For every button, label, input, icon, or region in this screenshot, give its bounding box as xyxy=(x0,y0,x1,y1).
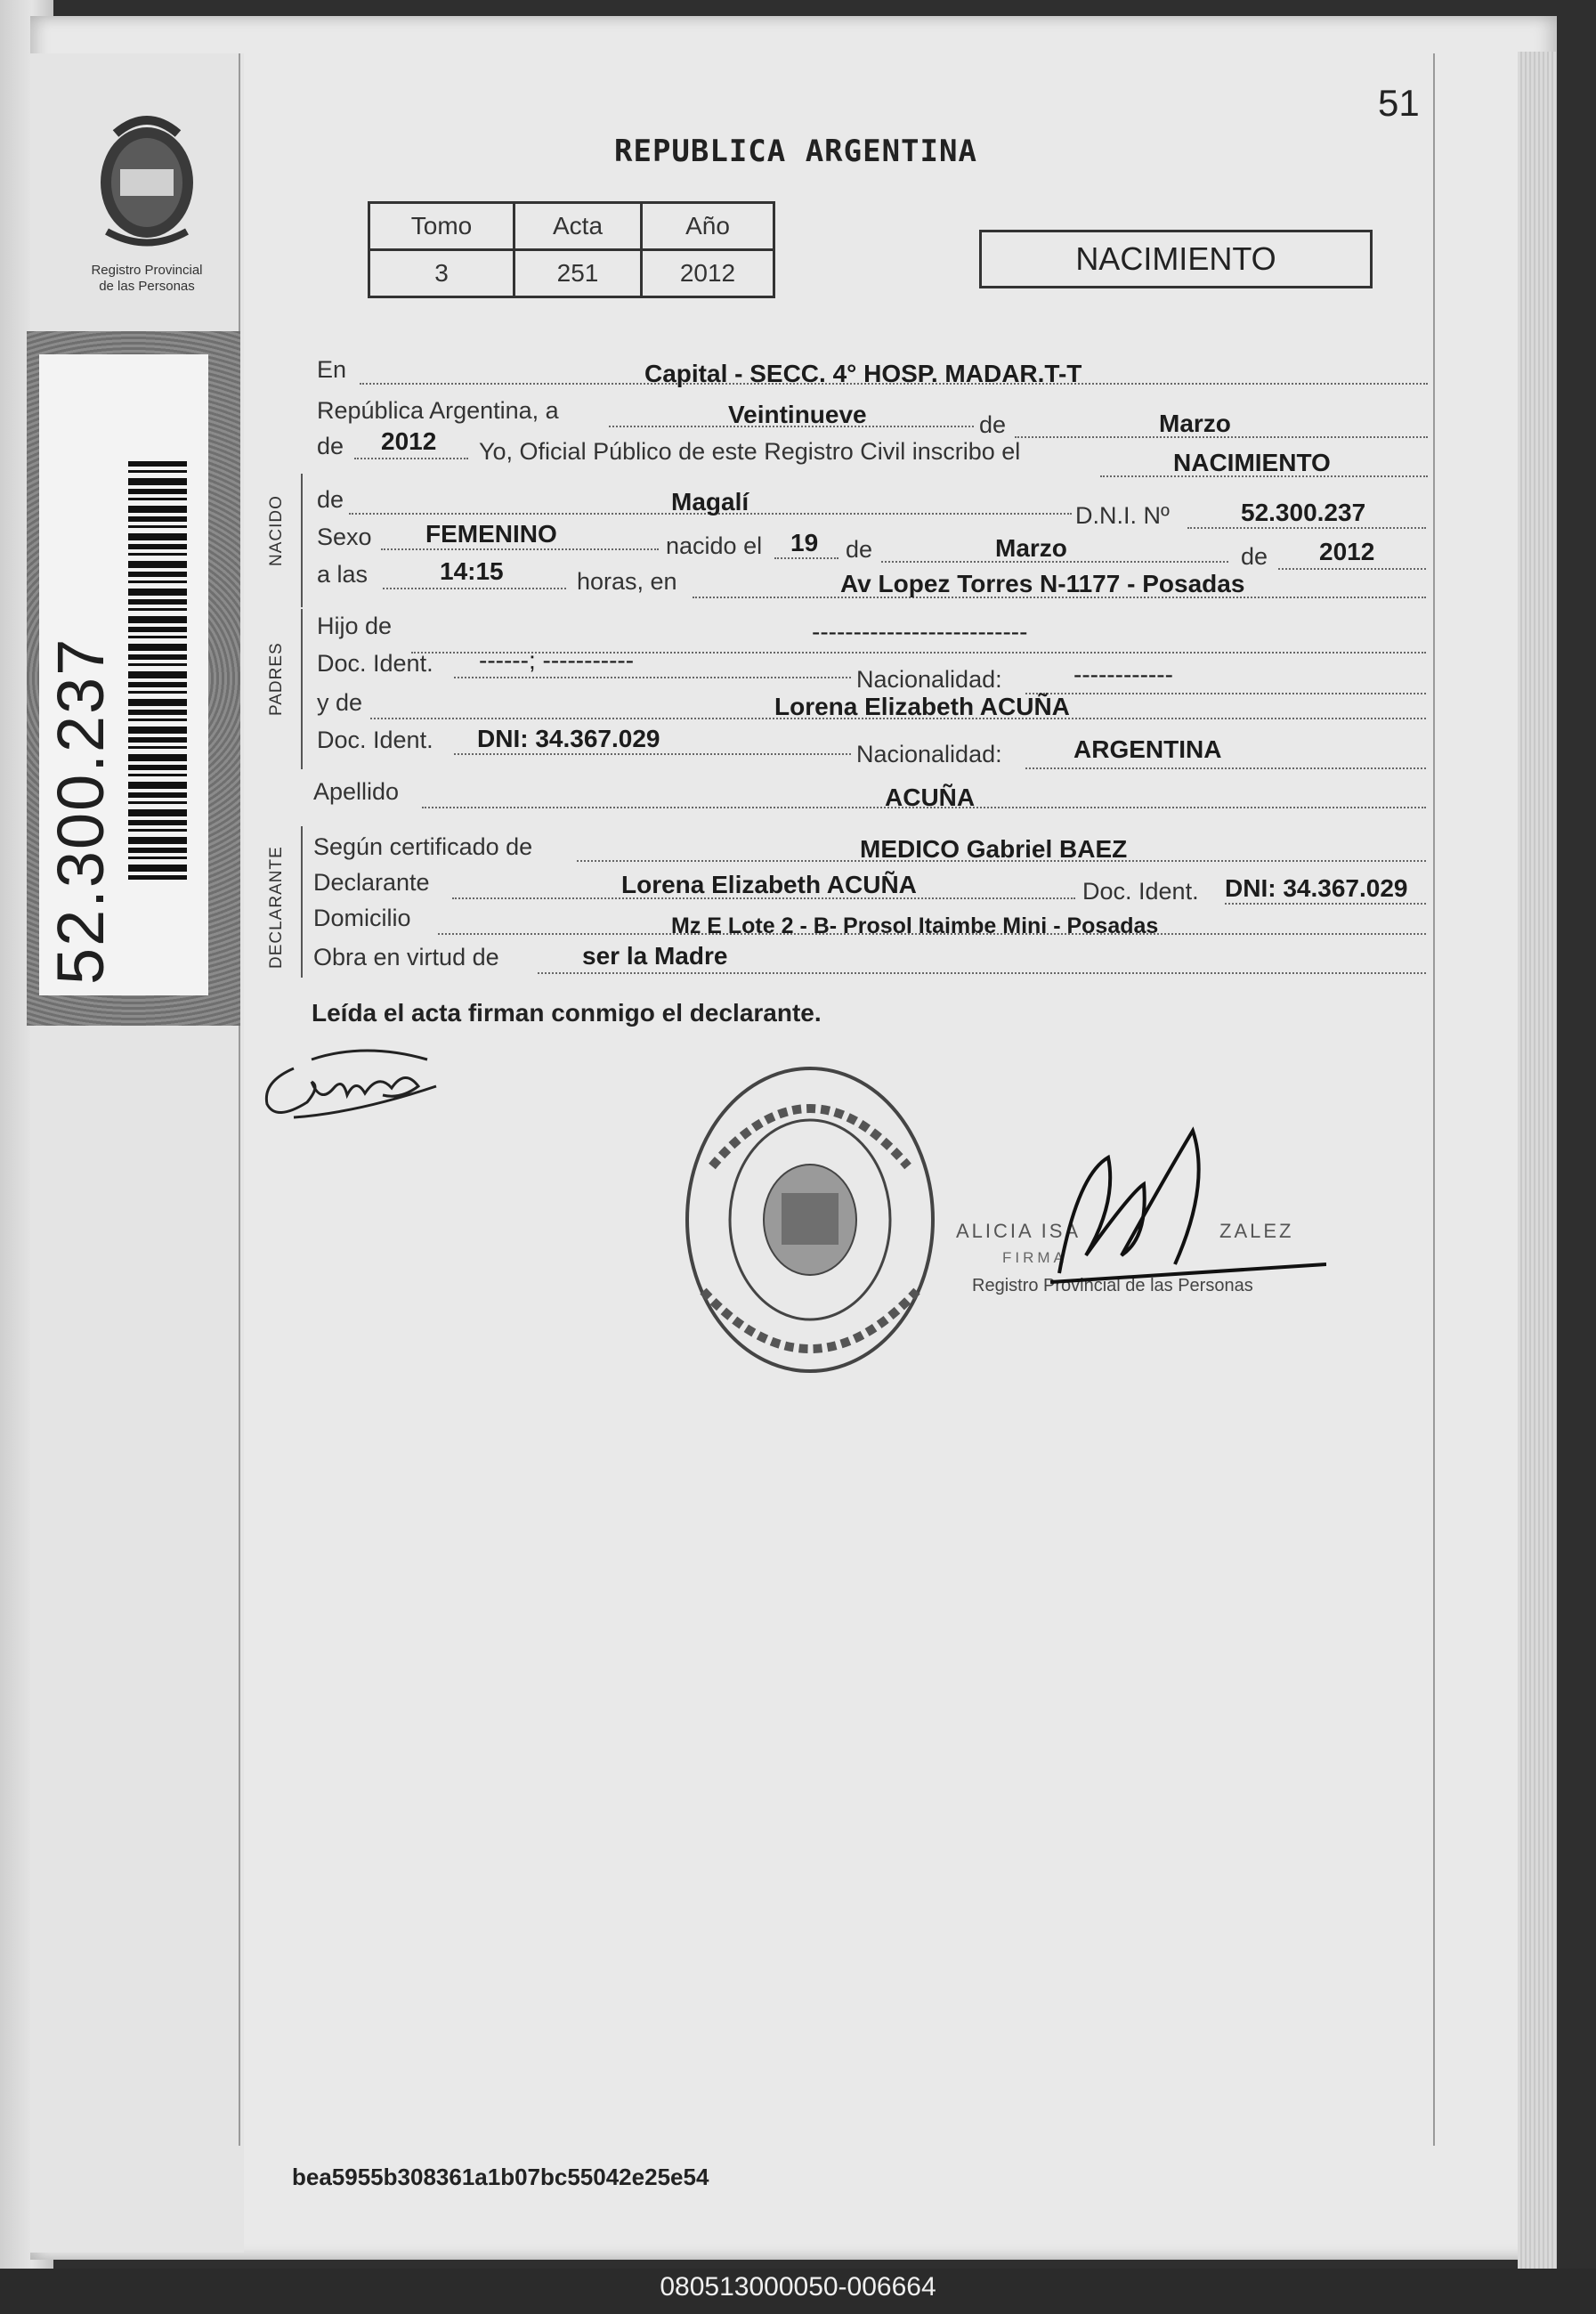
nombre-value: Magalí xyxy=(671,488,749,516)
sexo-value: FEMENINO xyxy=(425,520,557,548)
nacido-anio-value: 2012 xyxy=(1319,538,1375,565)
dotted-line xyxy=(454,677,851,678)
obra-label: Obra en virtud de xyxy=(313,944,499,970)
nacido-de-label2: de xyxy=(846,536,873,563)
dotted-line xyxy=(381,548,659,550)
horas-en-label: horas, en xyxy=(577,568,677,595)
dotted-line xyxy=(1187,527,1426,529)
dotted-line xyxy=(454,753,851,755)
barcode-label xyxy=(39,354,208,995)
dotted-line xyxy=(1025,767,1426,769)
svg-text:Registro Provincial de las Per: Registro Provincial de las Personas xyxy=(972,1276,1253,1295)
registry-logo xyxy=(53,98,240,312)
en-value: Capital - SECC. 4° HOSP. MADAR.T-T xyxy=(644,360,1082,387)
nacido-mes-value: Marzo xyxy=(995,534,1067,562)
dotted-line xyxy=(354,458,468,459)
barcode-bars xyxy=(128,461,187,880)
padre-value: -------------------------- xyxy=(812,618,1028,645)
svg-text:FIRMA: FIRMA xyxy=(1002,1249,1067,1266)
padre-nac-value: ------------ xyxy=(1073,661,1173,688)
inscribo-value: NACIMIENTO xyxy=(1173,449,1331,476)
dni-value: 52.300.237 xyxy=(1241,499,1366,526)
madre-value: Lorena Elizabeth ACUÑA xyxy=(774,693,1070,720)
madre-nac-value: ARGENTINA xyxy=(1073,735,1222,763)
apellido-value: ACUÑA xyxy=(885,784,976,811)
closing-statement: Leída el acta firman conmigo el declarante. xyxy=(312,999,822,1027)
tomo-value: 3 xyxy=(369,250,514,297)
de-label: de xyxy=(979,411,1007,438)
sexo-label: Sexo xyxy=(317,524,372,550)
nacionalidad-label: Nacionalidad: xyxy=(856,666,1002,693)
nacido-de-label3: de xyxy=(1241,543,1268,570)
madre-doc-value: DNI: 34.367.029 xyxy=(477,725,660,752)
tomo-header: Tomo xyxy=(369,203,514,250)
declarante-value: Lorena Elizabeth ACUÑA xyxy=(621,871,917,898)
nacionalidad2-label: Nacionalidad: xyxy=(856,741,1002,767)
acta-header: Acta xyxy=(514,203,642,250)
svg-text:ALICIA ISA: ALICIA ISA xyxy=(956,1220,1082,1242)
document-hash: bea5955b308361a1b07bc55042e25e54 xyxy=(292,2164,709,2190)
official-signature xyxy=(952,1122,1326,1318)
acta-value: 251 xyxy=(514,250,642,297)
anio-header: Año xyxy=(642,203,774,250)
dotted-line xyxy=(383,588,566,589)
registry-table xyxy=(368,201,775,298)
lugar-value: Av Lopez Torres N-1177 - Posadas xyxy=(840,570,1245,597)
doc-ident-label: Doc. Ident. xyxy=(317,650,433,677)
de2-label: de xyxy=(317,433,344,459)
footer-code: 080513000050-006664 xyxy=(660,2272,936,2302)
nacido-bracket xyxy=(301,474,303,607)
hora-value: 14:15 xyxy=(440,557,504,585)
mes-value: Marzo xyxy=(1159,410,1231,437)
page-number: 51 xyxy=(1378,82,1420,124)
nacido-section-label: NACIDO xyxy=(267,495,286,566)
page-edge xyxy=(1518,52,1557,2269)
declarant-signature xyxy=(258,1033,463,1140)
logo-caption-line1: Registro Provincial xyxy=(91,263,203,278)
document-title: REPUBLICA ARGENTINA xyxy=(614,134,977,169)
province-shield-icon xyxy=(80,98,214,258)
declarante-bracket xyxy=(301,826,303,978)
dia-value: Veintinueve xyxy=(728,401,867,428)
certificado-label: Según certificado de xyxy=(313,833,533,860)
nacido-de-label: de xyxy=(317,486,344,513)
a-las-label: a las xyxy=(317,561,369,588)
dotted-line xyxy=(1025,693,1426,694)
dni-label: D.N.I. Nº xyxy=(1075,502,1170,529)
apellido-label: Apellido xyxy=(313,778,400,805)
dotted-line xyxy=(1278,568,1426,570)
dotted-line xyxy=(538,972,1426,974)
anio-value: 2012 xyxy=(642,250,774,297)
declarante-label: Declarante xyxy=(313,869,430,896)
declarante-doc-value: DNI: 34.367.029 xyxy=(1225,874,1408,902)
certificado-value: MEDICO Gabriel BAEZ xyxy=(860,835,1128,863)
doc-ident2-label: Doc. Ident. xyxy=(317,727,433,753)
anio-value: 2012 xyxy=(381,427,437,455)
dotted-line xyxy=(774,557,839,559)
svg-text:ZALEZ: ZALEZ xyxy=(1219,1220,1294,1242)
domicilio-label: Domicilio xyxy=(313,905,411,931)
padres-section-label: PADRES xyxy=(267,642,286,716)
republica-label: República Argentina, a xyxy=(317,397,559,424)
padres-bracket xyxy=(301,609,303,769)
declarante-doc-label: Doc. Ident. xyxy=(1082,878,1199,905)
obra-value: ser la Madre xyxy=(582,942,728,970)
oficial-text: Yo, Oficial Público de este Registro Civil inscribo el xyxy=(479,438,1021,465)
en-label: En xyxy=(317,356,347,383)
barcode-number: 52.300.237 xyxy=(44,637,117,985)
declarante-section-label: DECLARANTE xyxy=(267,846,286,969)
record-type-box: NACIMIENTO xyxy=(979,230,1373,288)
nacido-el-label: nacido el xyxy=(666,532,763,559)
domicilio-value: Mz E Lote 2 - B- Prosol Itaimbe Mini - Posadas xyxy=(671,913,1159,938)
padre-doc-value: ------; ----------- xyxy=(479,646,635,674)
right-margin-line xyxy=(1433,53,1435,2146)
official-seal xyxy=(676,1060,944,1380)
logo-caption-line2: de las Personas xyxy=(99,279,195,294)
dotted-line xyxy=(1225,903,1426,905)
hijo-de-label: Hijo de xyxy=(317,613,393,639)
y-de-label: y de xyxy=(317,689,363,716)
nacido-dia-value: 19 xyxy=(790,529,819,556)
